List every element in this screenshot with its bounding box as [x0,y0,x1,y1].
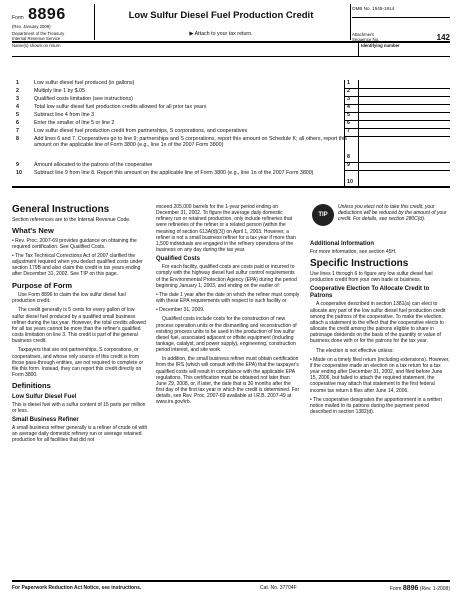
paperwork-notice: For Paperwork Reduction Act Notice, see instructions. [12,585,142,591]
sequence-number: 142 [436,33,450,42]
line-7-amount[interactable] [358,128,451,136]
lines-bottom-rule [12,186,450,188]
sbr-text-continued: exceed 205,000 barrels for the 1-year period ending on December 31, 2002. To figure the average daily domestic refinery run or retained production, only include refineries that were refineries of the refiner or a related person (within the meaning of section 613A(d)(3)) on April 1, 2003. However, a refiner is not a small business refiner for a tax year if more than 1,500 individuals are engaged in the refinery operations of the business on any day during the tax year. [156,204,296,254]
ldf-heading: Low Sulfur Diesel Fuel [12,393,77,400]
catalog-number: Cat. No. 37704F [260,585,297,591]
line-description: Add lines 6 and 7. Cooperatives go to line 9; partnerships and S corporations, report this amount on Schedule K; all others, report this amount on the applicable line of Form 3800 (e.g., line 1n of the 2007 Form 3800) [34,136,347,148]
line-8-amount[interactable] [358,136,451,162]
purpose-text-2: The credit generally is 5 cents for every gallon of low sulfur diesel fuel produced by a qualified small business refiner during the tax year. However, the total credits allowed for all tax years cannot be more than the refiner's qualified costs limitation on line 3. This credit is part of the general business credit. [12,307,146,345]
amount-rule [344,112,450,113]
qc-text-4: Qualified costs include costs for the construction of new process operation units or the dismantling and reconstruction of existing process units to be used in the production of low sulfur diesel fuel, associated adjacent or offsite equipment (including tankage, catalyst, and power supply), engineering, construction period interest, and site work. [156,316,297,354]
line-1-amount[interactable] [358,80,451,88]
tip-text: Unless you elect not to take this credit, your deductions will be reduced by the amount of your credit. For details, see section 280C(d). [338,204,447,223]
sequence-label: Sequence No. [352,37,380,42]
amount-rule [344,88,450,89]
footer-form-number: 8896 [402,585,419,592]
line-description: Low sulfur diesel fuel produced (in gallons) [34,80,135,86]
additional-info-text: For more information, see section 45H. [310,249,397,255]
form-id-block [12,6,92,41]
amount-rule [344,170,450,171]
header-divider-right [350,4,351,40]
line-number: 2 [16,88,19,94]
name-field[interactable] [12,46,356,55]
line-description: Total low sulfur diesel fuel production credits allowed for all prior tax years [34,104,207,110]
line-4-amount[interactable] [358,104,451,112]
line-8-row [12,136,450,162]
amount-rule [344,128,450,129]
header-divider-left [94,4,95,40]
line-description: Subtract line 4 from line 3 [34,112,95,118]
line-number: 4 [16,104,19,110]
amount-rule [344,96,450,97]
amount-rule [344,104,450,105]
sbr-heading: Small Business Refiner [12,416,79,423]
form-number: 8896 [28,6,66,23]
amount-rule [344,162,450,163]
definitions-heading: Definitions [12,381,51,391]
dept-label: Department of the Treasury [12,31,65,36]
line-3-amount[interactable] [358,96,451,104]
line-description: Enter the smaller of line 5 or line 2 [34,120,115,126]
line-3-row [12,96,450,104]
line-description: Subtract line 9 from line 8. Report this amount on the applicable line of Form 3800 (e.g., line 1n of the 2007 Form 3800) [34,170,314,176]
footer-form-id [390,585,450,592]
line-box-number: 2 [344,88,358,96]
line-box-number: 8 [344,136,358,162]
attach-instruction: ▶ Attach to your tax return. [189,31,253,37]
instructions-column-1 [12,204,148,446]
section-ref-text: Section references are to the Internal Revenue Code. [12,217,131,223]
qc-text-1: For each facility, qualified costs are costs paid or incurred to comply with the highway diesel fuel sulfur control requirements of the Environmental Protection Agency (EPA) during the period beginning January 1, 2003, and ending on the earlier of: [156,264,297,289]
line-4-row [12,104,450,112]
line-box-number: 3 [344,96,358,104]
form-footer [12,580,450,591]
revision-date: (Rev. January 2008) [12,24,51,29]
line-box-number: 7 [344,128,358,136]
name-rule [12,56,450,57]
form-word: Form [12,15,24,21]
whats-new-heading: What's New [12,226,54,236]
line-10-row [12,170,450,186]
coop-text-3: • Made on a timely filed return (including extensions). However, if the cooperative made an election on a tax return for a tax year ending after December 31, 2002, and filed before June 15, 2006, but failed to attach the required statement, the cooperative may attach that statement to the first federal income tax return it files after June 14, 2006. [310,356,450,394]
line-description: Multiply line 1 by $.05 [34,88,85,94]
line-6-amount[interactable] [358,120,451,128]
identifying-number-field[interactable] [360,49,450,56]
line-number: 3 [16,96,19,102]
general-instructions-heading: General Instructions [12,204,110,215]
line-number: 7 [16,128,19,134]
coop-election-heading: Cooperative Election To Allocate Credit to Patrons [310,286,430,300]
line-9-row [12,162,450,170]
name-label: Name(s) shown on return [12,43,61,48]
instructions-column-2 [156,204,300,409]
line-box-number: 4 [344,104,358,112]
line-box-number: 1 [344,80,358,88]
line-number: 1 [16,80,19,86]
line-box-number: 6 [344,120,358,128]
line-box-number: 9 [344,162,358,170]
line-number: 10 [16,170,22,176]
coop-text-4: • The cooperative designates the apportionment in a written notice mailed to its patrons during the payment period described in section 1382(d). [310,396,442,415]
id-label: Identifying number [361,43,400,48]
form-title: Low Sulfur Diesel Fuel Production Credit [128,10,314,21]
line-10-amount[interactable] [358,170,451,186]
omb-number: OMB No. 1545-1914 [352,6,450,18]
coop-text-2: The election is not effective unless: [316,347,394,354]
line-9-amount[interactable] [358,162,451,170]
line-6-row [12,120,450,128]
line-description: Qualified costs limitation (see instructions) [34,96,133,102]
attachment-label: Attachment [352,32,374,37]
additional-info-heading: Additional Information [310,241,374,247]
purpose-text-1: Use Form 8896 to claim the low sulfur diesel fuel production credit. [12,292,126,305]
id-divider [358,42,359,56]
line-number: 5 [16,112,19,118]
qc-text-5: In addition, the small business refiner must obtain certification from the IRS (which will consult with the EPA) that the taxpayer's qualified costs will result in compliance with the applicable EPA regulations. This certification must be obtained not later than June 29, 2008, or, if later, the date that is 30 months after the first day of the first tax year in which the credit is determined. For details, see Rev. Proc. 2007-69 available at I.R.B. 2007-49 at www.irs.gov/irb. [156,356,300,406]
qualified-costs-heading: Qualified Costs [156,256,201,263]
irs-label: Internal Revenue Service [12,36,61,41]
qc-text-3: • December 31, 2009. [156,307,205,314]
ldf-text: This is diesel fuel with a sulfur content of 15 parts per million or less. [12,401,146,414]
line-5-row [12,112,450,120]
line-2-amount[interactable] [358,88,451,96]
line-1-row [12,80,450,88]
tip-icon: TIP [312,204,334,226]
line-box-number: 10 [344,170,358,186]
line-5-amount[interactable] [358,112,451,120]
new-item-1: • Rev. Proc. 2007-69 provides guidance on obtaining the required certification. See Qualified Costs. [12,237,137,250]
amount-rule [344,136,450,137]
specific-text: Use lines 1 through 6 to figure any low sulfur diesel fuel production credit from your own trade or business. [310,271,433,284]
line-2-row [12,88,450,96]
instructions-column-3 [310,238,450,418]
line-number: 8 [16,136,19,142]
footer-revision: (Rev. 1-2008) [419,586,450,592]
line-description: Low sulfur diesel fuel production credit from partnerships, S corporations, and cooperatives [34,128,248,134]
line-description: Amount allocated to the patrons of the cooperative [34,162,153,168]
line-number: 6 [16,120,19,126]
purpose-heading: Purpose of Form [12,280,73,290]
footer-form-word: Form [389,586,402,592]
year-box [352,18,450,32]
form-title-block [96,6,346,37]
omb-block [352,6,450,42]
line-7-row [12,128,450,136]
specific-instructions-heading: Specific Instructions [310,258,409,270]
qc-text-2: • The date 1 year after the date on which the refiner must comply with these EPA requirements with respect to such facility or [156,291,300,305]
line-number: 9 [16,162,19,168]
amount-rule [344,120,450,121]
sbr-text: A small business refiner generally is a refiner of crude oil with an average daily domestic refinery run or average retained production for all facilities that did not [12,424,148,444]
coop-text-1: A cooperative described in section 1381(a) can elect to allocate any part of the low sulfur diesel fuel production credit among the patrons of the cooperative. To make the election, attach a statement to the effect that the cooperative elects to allocate the credit among the patrons eligible to share in patronage dividends on the basis of the quantity or value of business done with or for the patrons for the tax year. [310,301,446,345]
purpose-text-3: Taxpayers that are not partnerships, S corporations, or cooperatives, and whose only source of this credit is from those pass-through entities, are not required to complete or file this form. Instead, they can report this credit directly on Form 3800. [12,347,144,378]
line-box-number: 5 [344,112,358,120]
new-item-2: • The Tax Technical Corrections Act of 2007 clarified the adjustment required when you deduct qualified costs under section 179B and also claim this credit in tax years ending after December 31, 2002. See TIP on this page. [12,252,143,278]
